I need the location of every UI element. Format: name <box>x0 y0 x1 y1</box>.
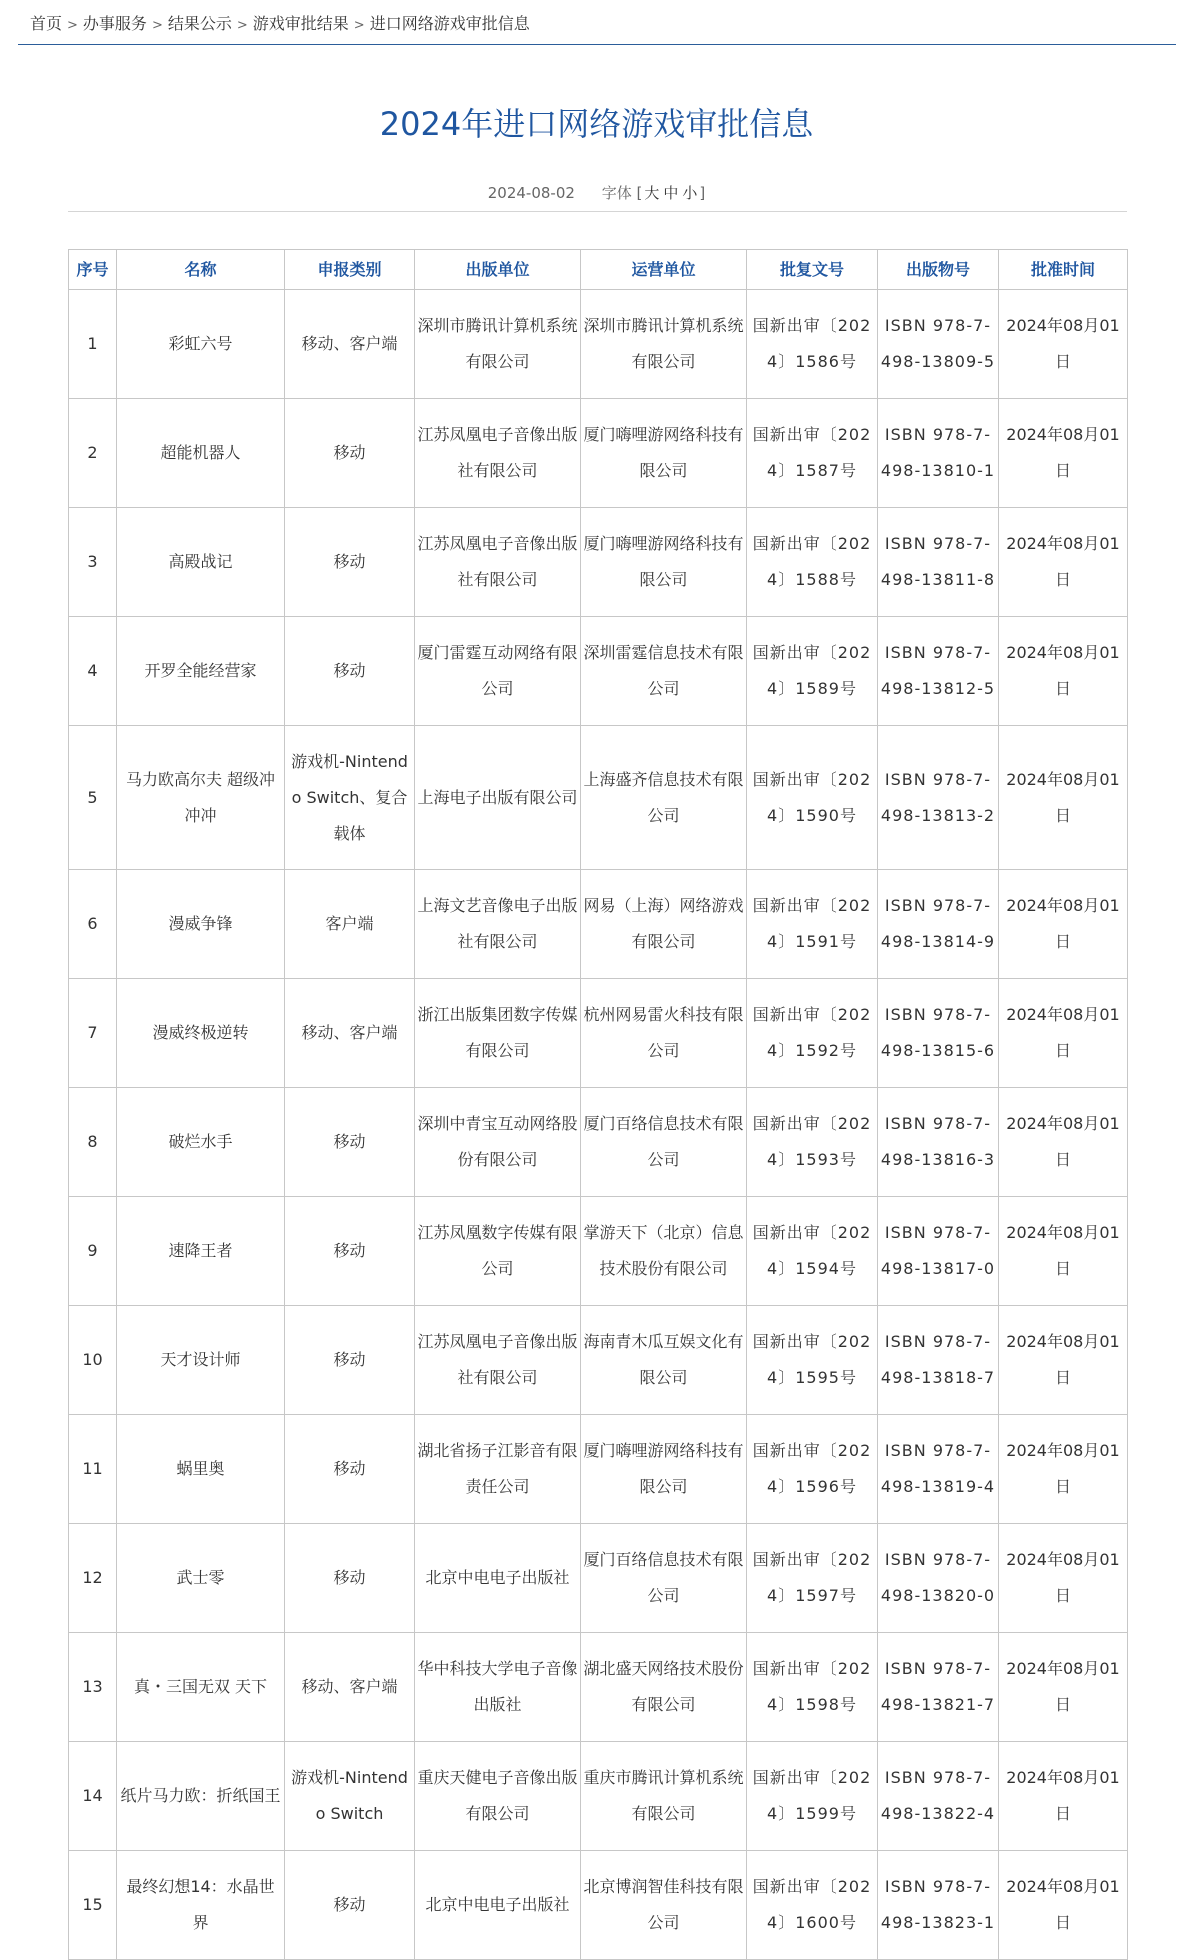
cell-name: 纸片马力欧：折纸国王 <box>117 1742 285 1851</box>
cell-date: 2024年08月01日 <box>999 726 1128 870</box>
cell-category: 移动、客户端 <box>285 979 415 1088</box>
cell-no: 9 <box>69 1197 117 1306</box>
cell-approval: 国新出审〔2024〕1589号 <box>747 617 878 726</box>
cell-name: 彩虹六号 <box>117 290 285 399</box>
cell-name: 马力欧高尔夫 超级冲冲冲 <box>117 726 285 870</box>
cell-date: 2024年08月01日 <box>999 290 1128 399</box>
cell-isbn: ISBN 978-7-498-13814-9 <box>878 870 999 979</box>
table-row <box>69 508 1128 617</box>
column-header: 出版物号 <box>878 250 999 290</box>
cell-approval: 国新出审〔2024〕1591号 <box>747 870 878 979</box>
table-row <box>69 1524 1128 1633</box>
cell-isbn: ISBN 978-7-498-13820-0 <box>878 1524 999 1633</box>
table-row <box>69 399 1128 508</box>
cell-operator: 厦门嗨哩游网络科技有限公司 <box>581 399 747 508</box>
cell-isbn: ISBN 978-7-498-13811-8 <box>878 508 999 617</box>
cell-date: 2024年08月01日 <box>999 870 1128 979</box>
cell-date: 2024年08月01日 <box>999 617 1128 726</box>
cell-isbn: ISBN 978-7-498-13809-5 <box>878 290 999 399</box>
table-header-row <box>69 250 1128 290</box>
cell-no: 6 <box>69 870 117 979</box>
cell-publisher: 华中科技大学电子音像出版社 <box>415 1633 581 1742</box>
cell-operator: 深圳市腾讯计算机系统有限公司 <box>581 290 747 399</box>
cell-no: 11 <box>69 1415 117 1524</box>
cell-isbn: ISBN 978-7-498-13819-4 <box>878 1415 999 1524</box>
cell-no: 10 <box>69 1306 117 1415</box>
cell-date: 2024年08月01日 <box>999 1633 1128 1742</box>
cell-category: 移动、客户端 <box>285 1633 415 1742</box>
cell-no: 8 <box>69 1088 117 1197</box>
cell-name: 漫威终极逆转 <box>117 979 285 1088</box>
breadcrumb-separator: > <box>236 18 248 33</box>
cell-no: 4 <box>69 617 117 726</box>
cell-isbn: ISBN 978-7-498-13817-0 <box>878 1197 999 1306</box>
cell-publisher: 深圳中青宝互动网络股份有限公司 <box>415 1088 581 1197</box>
cell-no: 15 <box>69 1851 117 1960</box>
cell-no: 2 <box>69 399 117 508</box>
table-row <box>69 1851 1128 1960</box>
cell-category: 移动 <box>285 508 415 617</box>
approval-table <box>68 249 1128 1960</box>
breadcrumb <box>30 12 530 38</box>
cell-isbn: ISBN 978-7-498-13812-5 <box>878 617 999 726</box>
cell-approval: 国新出审〔2024〕1590号 <box>747 726 878 870</box>
cell-date: 2024年08月01日 <box>999 1197 1128 1306</box>
publish-date: 2024-08-02 <box>487 184 575 202</box>
cell-category: 移动 <box>285 1851 415 1960</box>
table-row <box>69 1306 1128 1415</box>
cell-date: 2024年08月01日 <box>999 1306 1128 1415</box>
cell-publisher: 北京中电电子出版社 <box>415 1524 581 1633</box>
cell-category: 移动 <box>285 1088 415 1197</box>
table-row <box>69 1088 1128 1197</box>
cell-operator: 深圳雷霆信息技术有限公司 <box>581 617 747 726</box>
cell-publisher: 江苏凤凰电子音像出版社有限公司 <box>415 508 581 617</box>
cell-no: 13 <box>69 1633 117 1742</box>
cell-name: 武士零 <box>117 1524 285 1633</box>
cell-operator: 厦门嗨哩游网络科技有限公司 <box>581 508 747 617</box>
cell-no: 12 <box>69 1524 117 1633</box>
cell-date: 2024年08月01日 <box>999 508 1128 617</box>
cell-approval: 国新出审〔2024〕1594号 <box>747 1197 878 1306</box>
cell-date: 2024年08月01日 <box>999 399 1128 508</box>
cell-approval: 国新出审〔2024〕1592号 <box>747 979 878 1088</box>
table-row <box>69 1415 1128 1524</box>
breadcrumb-services-link[interactable]: 办事服务 <box>82 14 147 33</box>
breadcrumb-separator: > <box>353 18 365 33</box>
cell-name: 天才设计师 <box>117 1306 285 1415</box>
cell-approval: 国新出审〔2024〕1595号 <box>747 1306 878 1415</box>
breadcrumb-results-link[interactable]: 结果公示 <box>167 14 232 33</box>
cell-operator: 厦门百络信息技术有限公司 <box>581 1088 747 1197</box>
cell-name: 速降王者 <box>117 1197 285 1306</box>
cell-no: 5 <box>69 726 117 870</box>
cell-publisher: 深圳市腾讯计算机系统有限公司 <box>415 290 581 399</box>
cell-operator: 网易（上海）网络游戏有限公司 <box>581 870 747 979</box>
breadcrumb-home-link[interactable]: 首页 <box>30 14 63 33</box>
cell-approval: 国新出审〔2024〕1587号 <box>747 399 878 508</box>
cell-publisher: 湖北省扬子江影音有限责任公司 <box>415 1415 581 1524</box>
column-header: 运营单位 <box>581 250 747 290</box>
cell-category: 游戏机-Nintendo Switch <box>285 1742 415 1851</box>
cell-approval: 国新出审〔2024〕1596号 <box>747 1415 878 1524</box>
cell-isbn: ISBN 978-7-498-13816-3 <box>878 1088 999 1197</box>
breadcrumb-separator: > <box>67 18 78 33</box>
cell-approval: 国新出审〔2024〕1599号 <box>747 1742 878 1851</box>
cell-approval: 国新出审〔2024〕1588号 <box>747 508 878 617</box>
cell-approval: 国新出审〔2024〕1593号 <box>747 1088 878 1197</box>
cell-category: 移动、客户端 <box>285 290 415 399</box>
cell-operator: 湖北盛天网络技术股份有限公司 <box>581 1633 747 1742</box>
cell-isbn: ISBN 978-7-498-13823-1 <box>878 1851 999 1960</box>
cell-approval: 国新出审〔2024〕1586号 <box>747 290 878 399</box>
table-row <box>69 726 1128 870</box>
table-row <box>69 617 1128 726</box>
cell-publisher: 北京中电电子出版社 <box>415 1851 581 1960</box>
cell-no: 3 <box>69 508 117 617</box>
cell-date: 2024年08月01日 <box>999 1415 1128 1524</box>
font-size-label: 字体 <box>601 184 632 202</box>
meta-divider <box>68 211 1127 212</box>
font-bracket-open: [ <box>636 184 643 202</box>
column-header: 名称 <box>117 250 285 290</box>
cell-isbn: ISBN 978-7-498-13821-7 <box>878 1633 999 1742</box>
cell-operator: 北京博润智佳科技有限公司 <box>581 1851 747 1960</box>
page-title: 2024年进口网络游戏审批信息 <box>379 105 814 143</box>
cell-category: 移动 <box>285 1415 415 1524</box>
cell-operator: 厦门嗨哩游网络科技有限公司 <box>581 1415 747 1524</box>
table-row <box>69 290 1128 399</box>
cell-publisher: 重庆天健电子音像出版有限公司 <box>415 1742 581 1851</box>
cell-publisher: 上海文艺音像电子出版社有限公司 <box>415 870 581 979</box>
cell-name: 开罗全能经营家 <box>117 617 285 726</box>
cell-category: 移动 <box>285 1197 415 1306</box>
column-header: 出版单位 <box>415 250 581 290</box>
cell-publisher: 江苏凤凰电子音像出版社有限公司 <box>415 399 581 508</box>
cell-category: 移动 <box>285 399 415 508</box>
cell-no: 7 <box>69 979 117 1088</box>
font-size-large-button[interactable]: 大 <box>644 184 660 202</box>
table-row <box>69 1742 1128 1851</box>
cell-publisher: 江苏凤凰数字传媒有限公司 <box>415 1197 581 1306</box>
cell-publisher: 浙江出版集团数字传媒有限公司 <box>415 979 581 1088</box>
cell-publisher: 上海电子出版有限公司 <box>415 726 581 870</box>
cell-operator: 掌游天下（北京）信息技术股份有限公司 <box>581 1197 747 1306</box>
cell-name: 高殿战记 <box>117 508 285 617</box>
breadcrumb-separator: > <box>151 18 163 33</box>
cell-approval: 国新出审〔2024〕1598号 <box>747 1633 878 1742</box>
cell-name: 真・三国无双 天下 <box>117 1633 285 1742</box>
cell-name: 超能机器人 <box>117 399 285 508</box>
cell-approval: 国新出审〔2024〕1600号 <box>747 1851 878 1960</box>
cell-date: 2024年08月01日 <box>999 1742 1128 1851</box>
cell-operator: 厦门百络信息技术有限公司 <box>581 1524 747 1633</box>
font-size-medium-button[interactable]: 中 <box>663 184 679 202</box>
cell-no: 1 <box>69 290 117 399</box>
table-row <box>69 870 1128 979</box>
breadcrumb-divider <box>18 44 1176 45</box>
table-row <box>69 1197 1128 1306</box>
cell-publisher: 江苏凤凰电子音像出版社有限公司 <box>415 1306 581 1415</box>
breadcrumb-current-page[interactable]: 进口网络游戏审批信息 <box>369 14 530 33</box>
cell-category: 移动 <box>285 617 415 726</box>
cell-name: 蜗里奥 <box>117 1415 285 1524</box>
cell-name: 最终幻想14：水晶世界 <box>117 1851 285 1960</box>
cell-approval: 国新出审〔2024〕1597号 <box>747 1524 878 1633</box>
table-row <box>69 979 1128 1088</box>
cell-name: 破烂水手 <box>117 1088 285 1197</box>
table-row <box>69 1633 1128 1742</box>
cell-date: 2024年08月01日 <box>999 1851 1128 1960</box>
cell-isbn: ISBN 978-7-498-13818-7 <box>878 1306 999 1415</box>
cell-isbn: ISBN 978-7-498-13815-6 <box>878 979 999 1088</box>
column-header: 序号 <box>69 250 117 290</box>
cell-category: 移动 <box>285 1524 415 1633</box>
column-header: 批准时间 <box>999 250 1128 290</box>
cell-isbn: ISBN 978-7-498-13822-4 <box>878 1742 999 1851</box>
cell-category: 客户端 <box>285 870 415 979</box>
cell-category: 游戏机-Nintendo Switch、复合载体 <box>285 726 415 870</box>
breadcrumb-game-approval-link[interactable]: 游戏审批结果 <box>252 14 349 33</box>
cell-isbn: ISBN 978-7-498-13813-2 <box>878 726 999 870</box>
cell-operator: 海南青木瓜互娱文化有限公司 <box>581 1306 747 1415</box>
cell-name: 漫威争锋 <box>117 870 285 979</box>
cell-operator: 杭州网易雷火科技有限公司 <box>581 979 747 1088</box>
cell-isbn: ISBN 978-7-498-13810-1 <box>878 399 999 508</box>
cell-category: 移动 <box>285 1306 415 1415</box>
column-header: 申报类别 <box>285 250 415 290</box>
cell-date: 2024年08月01日 <box>999 1524 1128 1633</box>
cell-no: 14 <box>69 1742 117 1851</box>
font-bracket-close: ] <box>699 184 706 202</box>
cell-operator: 重庆市腾讯计算机系统有限公司 <box>581 1742 747 1851</box>
column-header: 批复文号 <box>747 250 878 290</box>
article-meta <box>0 182 1193 204</box>
cell-date: 2024年08月01日 <box>999 979 1128 1088</box>
cell-date: 2024年08月01日 <box>999 1088 1128 1197</box>
cell-operator: 上海盛齐信息技术有限公司 <box>581 726 747 870</box>
cell-publisher: 厦门雷霆互动网络有限公司 <box>415 617 581 726</box>
font-size-small-button[interactable]: 小 <box>682 184 698 202</box>
